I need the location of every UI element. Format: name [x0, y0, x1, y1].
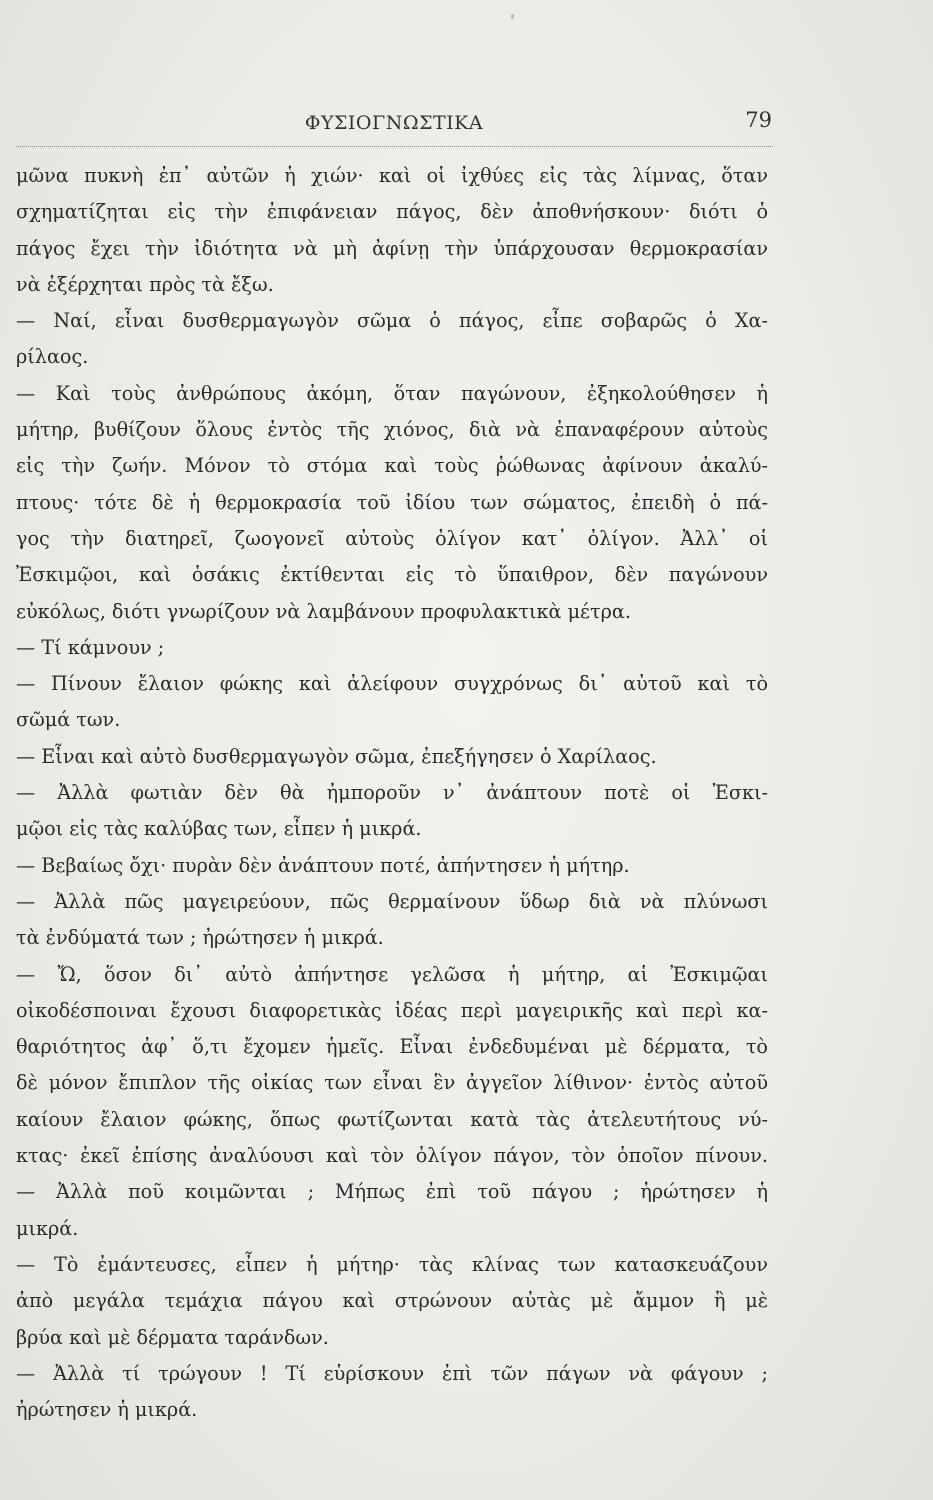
text-line: δὲ μόνον ἔπιπλον τῆς οἰκίας των εἶναι ἓν ἀγγεῖον λίθινον· ἐντὸς αὐτοῦ	[16, 1071, 768, 1095]
text-line: Ἐσκιμῷοι, καὶ ὁσάκις ἐκτίθενται εἰς τὸ ὕπαιθρον, δὲν παγώνουν	[16, 563, 768, 587]
text-line: καίουν ἔλαιον φώκης, ὅπως φωτίζωνται κατὰ τὰς ἀτελευτήτους νύ-	[16, 1107, 768, 1131]
text-line: — Τί κάμνουν ;	[16, 635, 165, 659]
text-line: ἠρώτησεν ἡ μικρά.	[16, 1398, 198, 1422]
text-line: σχηματίζηται εἰς τὴν ἐπιφάνειαν πάγος, δὲν ἀποθνήσκουν· διότι ὁ	[16, 200, 768, 224]
text-line: — Πίνουν ἔλαιον φώκης καὶ ἀλείφουν συγχρόνως δι᾽ αὐτοῦ καὶ τὸ	[16, 672, 768, 696]
text-line: — Καὶ τοὺς ἀνθρώπους ἀκόμη, ὅταν παγώνουν, ἐξηκολούθησεν ἡ	[16, 381, 768, 405]
paper-speck	[511, 14, 514, 19]
text-line: γος τὴν διατηρεῖ, ζωογονεῖ αὐτοὺς ὀλίγον κατ᾽ ὀλίγον. Ἀλλ᾽ οἱ	[16, 526, 768, 550]
text-line: — Βεβαίως ὄχι· πυρὰν δὲν ἀνάπτουν ποτέ, ἀπήντησεν ἡ μήτηρ.	[16, 853, 630, 877]
text-line: μῶνα πυκνὴ ἐπ᾽ αὐτῶν ἡ χιών· καὶ οἱ ἰχθύες εἰς τὰς λίμνας, ὅταν	[16, 164, 768, 187]
text-line: μῷοι εἰς τὰς καλύβας των, εἶπεν ἡ μικρά.	[16, 817, 422, 841]
text-line: τὰ ἐνδύματά των ; ἠρώτησεν ἡ μικρά.	[16, 926, 384, 950]
text-line: — Εἶναι καὶ αὐτὸ δυσθερμαγωγὸν σῶμα, ἐπεξήγησεν ὁ Χαρίλαος.	[16, 744, 657, 768]
body-text	[16, 158, 768, 1428]
text-line: πάγος ἔχει τὴν ἰδιότητα νὰ μὴ ἀφίνῃ τὴν ὑπάρχουσαν θερμοκρασίαν	[16, 236, 768, 260]
text-line: — Ὤ, ὅσον δι᾽ αὐτὸ ἀπήντησε γελῶσα ἡ μήτηρ, αἱ Ἐσκιμῷαι	[16, 962, 768, 986]
header-rule	[16, 146, 773, 147]
text-line: — Τὸ ἐμάντευσες, εἶπεν ἡ μήτηρ· τὰς κλίνας των κατασκευάζουν	[16, 1252, 768, 1276]
text-line: θαριότητος ἀφ᾽ ὅ,τι ἔχομεν ἡμεῖς. Εἶναι ἐνδεδυμέναι μὲ δέρματα, τὸ	[16, 1035, 768, 1059]
text-line: βρύα καὶ μὲ δέρματα ταράνδων.	[16, 1325, 329, 1349]
text-line: εὐκόλως, διότι γνωρίζουν νὰ λαμβάνουν προφυλακτικὰ μέτρα.	[16, 599, 631, 623]
text-line: μικρά.	[16, 1216, 79, 1240]
text-line: οἰκοδέσποιναι ἔχουσι διαφορετικὰς ἰδέας περὶ μαγειρικῆς καὶ περὶ κα-	[16, 998, 768, 1022]
text-line: νὰ ἐξέρχηται πρὸς τὰ ἔξω.	[16, 272, 274, 296]
text-line: ἀπὸ μεγάλα τεμάχια πάγου καὶ στρώνουν αὐτὰς μὲ ἄμμον ἢ μὲ	[16, 1289, 768, 1313]
running-head: ΦΥΣΙΟΓΝΩΣΤΙΚΑ	[304, 112, 484, 134]
text-line: πτους· τότε δὲ ἡ θερμοκρασία τοῦ ἰδίου των σώματος, ἐπειδὴ ὁ πά-	[16, 490, 768, 514]
text-line: — Ἀλλὰ ποῦ κοιμῶνται ; Μήπως ἐπὶ τοῦ πάγου ; ἠρώτησεν ἡ	[16, 1180, 768, 1204]
page-header	[18, 108, 772, 142]
text-line: ρίλαος.	[16, 345, 89, 369]
page-number: 79	[745, 108, 772, 132]
text-line: εἰς τὴν ζωήν. Μόνον τὸ στόμα καὶ τοὺς ῥώθωνας ἀφίνουν ἀκαλύ-	[16, 454, 768, 478]
text-line: — Ἀλλὰ τί τρώγουν ! Τί εὑρίσκουν ἐπὶ τῶν πάγων νὰ φάγουν ;	[16, 1361, 768, 1385]
text-line: μήτηρ, βυθίζουν ὅλους ἐντὸς τῆς χιόνος, διὰ νὰ ἐπαναφέρουν αὐτοὺς	[16, 418, 768, 442]
text-line: — Ἀλλὰ φωτιὰν δὲν θὰ ἠμποροῦν ν᾽ ἀνάπτουν ποτὲ οἱ Ἐσκι-	[16, 781, 768, 805]
text-line: κτας· ἐκεῖ ἐπίσης ἀναλύουσι καὶ τὸν ὀλίγον πάγον, τὸν ὁποῖον πίνουν.	[16, 1144, 768, 1168]
text-line: — Ἀλλὰ πῶς μαγειρεύουν, πῶς θερμαίνουν ὕδωρ διὰ νὰ πλύνωσι	[16, 889, 768, 913]
text-line: — Ναί, εἶναι δυσθερμαγωγὸν σῶμα ὁ πάγος, εἶπε σοβαρῶς ὁ Χα-	[16, 309, 768, 333]
text-line: σῶμά των.	[16, 708, 121, 732]
